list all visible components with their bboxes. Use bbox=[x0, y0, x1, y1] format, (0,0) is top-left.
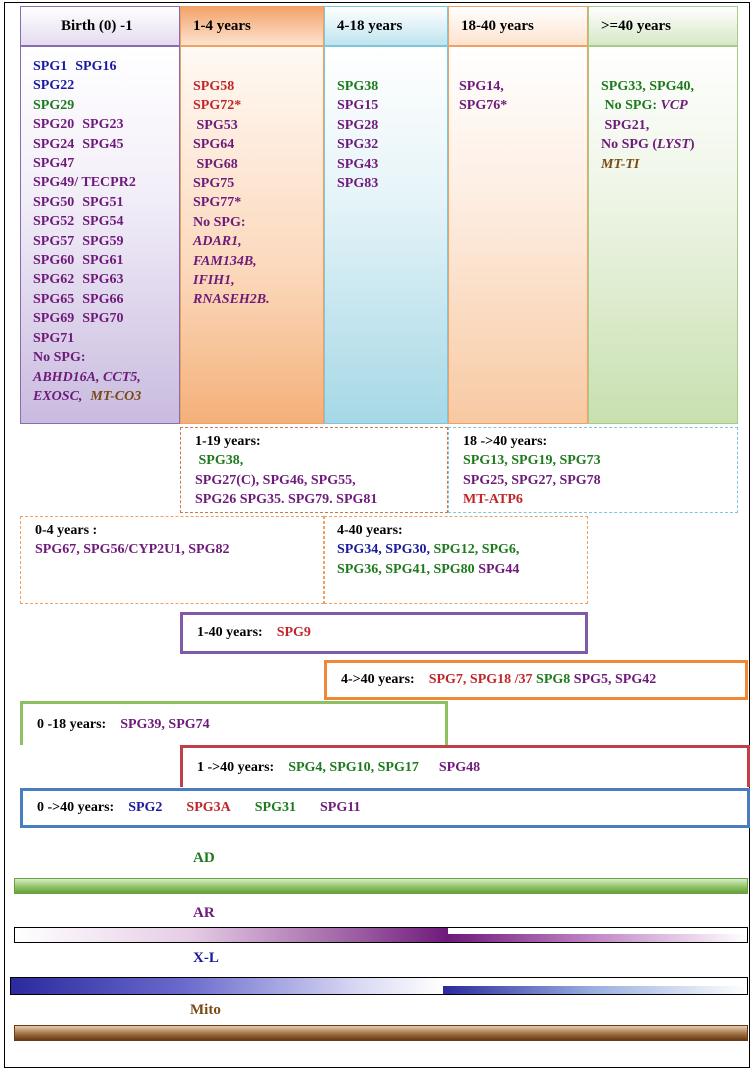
gene-label: SPG29 bbox=[33, 97, 75, 113]
gene-label: SPG49/ TECPR2 bbox=[33, 175, 136, 191]
range-1-gt40-years bbox=[180, 745, 750, 787]
header-40-label: >=40 years bbox=[601, 17, 671, 34]
bar-xl-fill-left bbox=[11, 978, 443, 994]
gene-line bbox=[33, 193, 179, 212]
gene-label: SPG16 bbox=[75, 59, 117, 74]
gene-label: SPG72* bbox=[193, 98, 242, 114]
range-box-0-4-title: 0-4 years : bbox=[35, 523, 98, 538]
gene-label: EXOSC, bbox=[33, 388, 83, 404]
range-box-4-40-years bbox=[324, 516, 588, 604]
gene-line bbox=[33, 212, 179, 231]
gene-label: SPG57 bbox=[33, 233, 75, 249]
gene-label: SPG3A bbox=[186, 800, 231, 816]
gene-line bbox=[337, 155, 447, 174]
gene-label: SPG58 bbox=[193, 79, 235, 94]
gene-line bbox=[601, 135, 737, 154]
header-18-40-label: 18-40 years bbox=[461, 17, 534, 34]
range-title: 4->40 years: bbox=[341, 672, 415, 688]
gene-line bbox=[463, 490, 737, 509]
gene-line bbox=[33, 329, 179, 348]
column-1-4-years bbox=[180, 46, 324, 424]
gene-label: SPG5, SPG42 bbox=[573, 672, 657, 688]
gene-line bbox=[193, 213, 323, 232]
gene-label: SPG64 bbox=[193, 137, 235, 153]
gene-label: SPG44 bbox=[478, 561, 520, 577]
header-1-4 bbox=[180, 6, 324, 46]
range-box-1-19-years bbox=[180, 427, 448, 513]
gene-label: ) bbox=[689, 137, 695, 153]
gene-label: SPG54 bbox=[82, 214, 124, 230]
gene-label: SPG9 bbox=[276, 625, 311, 641]
gene-label: SPG38, bbox=[195, 453, 244, 469]
gene-label: SPG61 bbox=[82, 253, 124, 269]
gene-line bbox=[33, 368, 179, 387]
gene-line bbox=[337, 96, 447, 115]
gene-label: SPG8 bbox=[536, 672, 574, 688]
gene-label: SPG51 bbox=[82, 194, 124, 210]
gene-line bbox=[33, 270, 179, 289]
gene-label: SPG13, SPG19, SPG73 bbox=[463, 453, 601, 469]
gene-label: SPG45 bbox=[82, 136, 124, 152]
gene-line bbox=[337, 135, 447, 154]
gene-label: SPG69 bbox=[33, 311, 75, 327]
range-title: 0 ->40 years: bbox=[37, 800, 115, 816]
gene-label: SPG14, bbox=[459, 79, 504, 94]
gene-label: No SPG ( bbox=[601, 137, 657, 153]
gene-line bbox=[33, 290, 179, 309]
gene-label: SPG20 bbox=[33, 117, 75, 133]
label-ar: AR bbox=[193, 905, 215, 921]
bar-ar bbox=[14, 927, 748, 943]
column-40-plus-years bbox=[588, 46, 738, 424]
gene-label: MT-TI bbox=[601, 156, 640, 172]
gene-line bbox=[601, 155, 737, 174]
gene-label: MT-CO3 bbox=[90, 388, 142, 404]
gene-line bbox=[337, 174, 447, 193]
gene-line bbox=[35, 540, 323, 559]
gene-line bbox=[193, 155, 323, 174]
gene-line bbox=[337, 560, 587, 579]
gene-line bbox=[195, 490, 447, 509]
gene-label: ADAR1, bbox=[193, 234, 242, 250]
header-40 bbox=[588, 6, 738, 46]
gene-label: SPG26 SPG35. SPG79. SPG81 bbox=[195, 492, 378, 508]
gene-label: No SPG: bbox=[193, 214, 246, 230]
gene-line bbox=[337, 77, 447, 96]
range-box-4-40-title: 4-40 years: bbox=[337, 523, 403, 538]
gene-line bbox=[33, 115, 179, 134]
gene-line bbox=[193, 77, 323, 96]
bar-xl-fill-right bbox=[443, 986, 747, 994]
gene-line bbox=[601, 96, 737, 115]
gene-line bbox=[195, 451, 447, 470]
range-title: 1-40 years: bbox=[197, 625, 263, 641]
range-box-18-40-years bbox=[448, 427, 738, 513]
gene-label: FAM134B, bbox=[193, 253, 257, 269]
bar-ad bbox=[14, 878, 748, 894]
gene-label: SPG59 bbox=[82, 233, 124, 249]
gene-line bbox=[33, 76, 179, 95]
gene-label: ABHD16A, CCT5, bbox=[33, 369, 141, 385]
gene-line bbox=[193, 116, 323, 135]
gene-label: SPG47 bbox=[33, 156, 75, 172]
gene-label: SPG24 bbox=[33, 136, 75, 152]
range-0-18-years bbox=[20, 701, 448, 745]
label-mito: Mito bbox=[190, 1002, 221, 1018]
gene-label: No SPG: bbox=[601, 98, 661, 114]
gene-label: SPG25, SPG27, SPG78 bbox=[463, 472, 601, 488]
gene-label: SPG11 bbox=[320, 800, 361, 816]
label-xl: X-L bbox=[193, 950, 219, 966]
gene-line bbox=[193, 193, 323, 212]
header-birth bbox=[20, 6, 180, 46]
gene-label: SPG4, SPG10, SPG17 bbox=[288, 759, 419, 775]
gene-label: SPG66 bbox=[82, 291, 124, 307]
gene-line bbox=[463, 451, 737, 470]
gene-line bbox=[33, 387, 179, 406]
gene-label: SPG60 bbox=[33, 253, 75, 269]
gene-label: VCP bbox=[660, 98, 688, 114]
gene-label: IFIH1, bbox=[193, 273, 235, 289]
gene-label: SPG32 bbox=[337, 137, 379, 153]
bar-xl bbox=[10, 977, 748, 995]
label-ad: AD bbox=[193, 850, 215, 866]
gene-label: SPG23 bbox=[82, 117, 124, 133]
gene-label: SPG62 bbox=[33, 272, 75, 288]
gene-label: SPG22 bbox=[33, 78, 75, 94]
bar-mito bbox=[14, 1025, 748, 1041]
gene-label: SPG39, SPG74 bbox=[120, 716, 210, 732]
column-18-40-years bbox=[448, 46, 588, 424]
gene-line bbox=[193, 252, 323, 271]
header-1-4-label: 1-4 years bbox=[193, 17, 251, 34]
gene-label: SPG50 bbox=[33, 194, 75, 210]
gene-line bbox=[33, 154, 179, 173]
range-box-1-19-title: 1-19 years: bbox=[195, 434, 261, 449]
gene-label: SPG7, SPG18 /37 bbox=[428, 672, 537, 688]
gene-label: No SPG: bbox=[33, 350, 86, 366]
gene-line bbox=[193, 135, 323, 154]
gene-line bbox=[33, 309, 179, 328]
gene-line bbox=[33, 348, 179, 367]
gene-label: SPG77* bbox=[193, 195, 242, 211]
gene-label: SPG71 bbox=[33, 330, 75, 346]
gene-label: SPG33, SPG40, bbox=[601, 79, 694, 94]
gene-line bbox=[459, 96, 587, 115]
gene-line bbox=[33, 173, 179, 192]
header-4-18-label: 4-18 years bbox=[337, 17, 403, 34]
gene-line bbox=[33, 96, 179, 115]
range-0-gt40-years bbox=[20, 788, 750, 828]
gene-label: SPG28 bbox=[337, 117, 379, 133]
gene-label: SPG63 bbox=[82, 272, 124, 288]
gene-line bbox=[33, 57, 179, 76]
gene-line bbox=[459, 77, 587, 96]
gene-label: SPG1 bbox=[33, 59, 68, 74]
gene-label: SPG68 bbox=[193, 156, 238, 172]
gene-label: SPG15 bbox=[337, 98, 379, 114]
gene-label: SPG70 bbox=[82, 311, 124, 327]
gene-label: SPG48 bbox=[438, 759, 481, 775]
bar-ar-fill-left bbox=[15, 928, 448, 942]
gene-line bbox=[193, 232, 323, 251]
gene-label: SPG21, bbox=[601, 117, 650, 133]
gene-label: MT-ATP6 bbox=[463, 492, 523, 508]
gene-line bbox=[463, 471, 737, 490]
header-birth-label: Birth (0) -1 bbox=[61, 17, 133, 34]
column-4-18-years bbox=[324, 46, 448, 424]
header-18-40 bbox=[448, 6, 588, 46]
gene-label: SPG38 bbox=[337, 79, 379, 94]
gene-line bbox=[33, 232, 179, 251]
range-4-gt40-years bbox=[324, 660, 748, 700]
gene-label: SPG53 bbox=[193, 117, 238, 133]
range-box-0-4-years bbox=[20, 516, 324, 604]
gene-line bbox=[193, 271, 323, 290]
gene-label: LYST bbox=[657, 137, 690, 153]
gene-label: SPG2 bbox=[128, 800, 163, 816]
gene-label: SPG75 bbox=[193, 176, 235, 192]
gene-label: SPG52 bbox=[33, 214, 75, 230]
gene-line bbox=[337, 116, 447, 135]
gene-line bbox=[601, 116, 737, 135]
gene-line bbox=[337, 540, 587, 559]
gene-line bbox=[33, 135, 179, 154]
gene-line bbox=[601, 77, 737, 96]
gene-label: SPG65 bbox=[33, 291, 75, 307]
gene-line bbox=[193, 174, 323, 193]
gene-line bbox=[193, 290, 323, 309]
range-1-40-years bbox=[180, 612, 588, 654]
range-title: 1 ->40 years: bbox=[197, 759, 275, 775]
range-box-18-40-title: 18 ->40 years: bbox=[463, 434, 548, 449]
gene-label: SPG83 bbox=[337, 176, 379, 192]
gene-label: RNASEH2B. bbox=[193, 292, 270, 308]
gene-label: SPG31 bbox=[254, 800, 296, 816]
gene-label: SPG27(C), SPG46, SPG55, bbox=[195, 472, 356, 488]
column-birth bbox=[20, 46, 180, 424]
bar-ar-fill-right bbox=[448, 934, 747, 942]
gene-line bbox=[195, 471, 447, 490]
range-title: 0 -18 years: bbox=[37, 716, 107, 732]
gene-label: SPG67, SPG56/CYP2U1, SPG82 bbox=[35, 542, 230, 558]
header-4-18 bbox=[324, 6, 448, 46]
gene-label: SPG34, SPG30, bbox=[337, 542, 434, 558]
gene-label: SPG12, SPG6, bbox=[433, 542, 520, 558]
gene-line bbox=[33, 251, 179, 270]
gene-label: SPG43 bbox=[337, 156, 379, 172]
gene-line bbox=[193, 96, 323, 115]
gene-label: SPG76* bbox=[459, 98, 508, 114]
gene-label: SPG36, SPG41, SPG80 bbox=[337, 561, 479, 577]
